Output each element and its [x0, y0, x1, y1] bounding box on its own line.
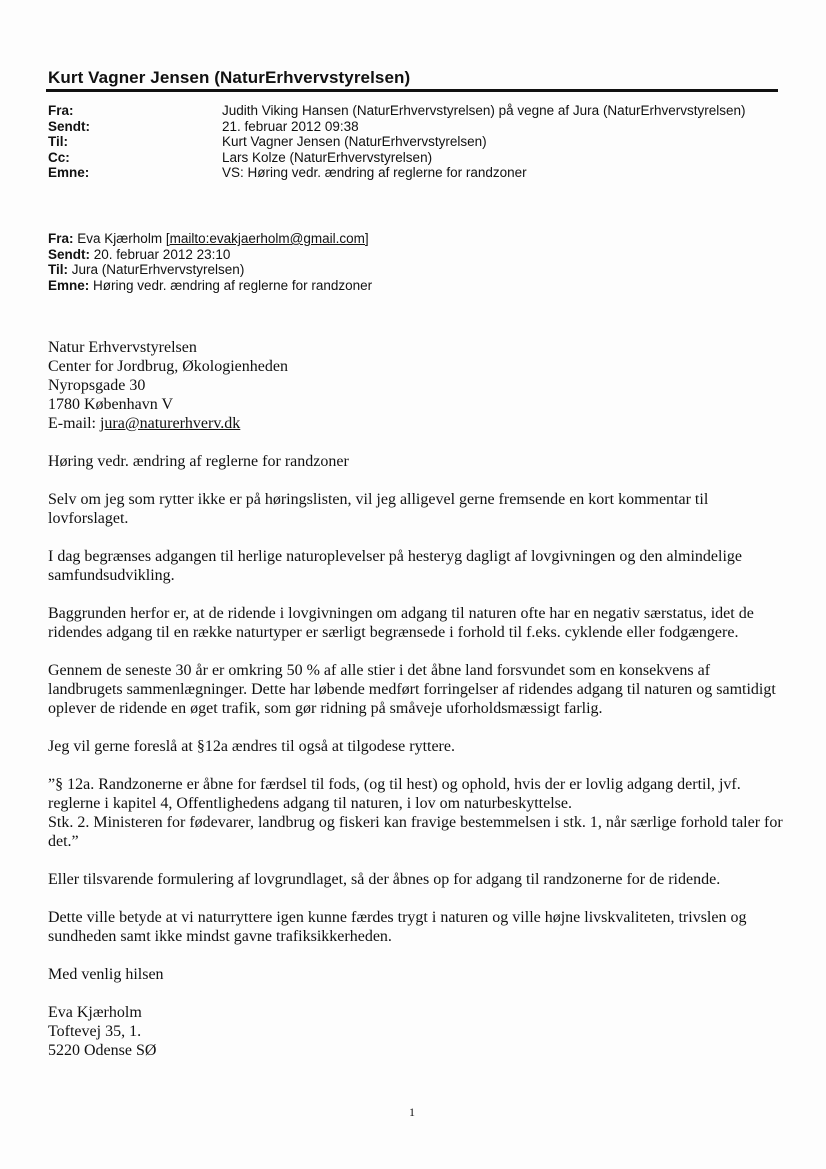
forwarded-header	[48, 231, 372, 293]
header-label: Emne:	[48, 165, 90, 180]
paragraph: Gennem de seneste 30 år er omkring 50 % af alle stier i det åbne land forsvundet som en konsekvens af landbrugets sammenlægninger. Dette har løbende medført forringelser af ridendes adgang til naturen og samtidigt oplever de ridende en øget trafik, som gør ridning på småveje uforholdsmæssigt farlig.	[48, 662, 776, 717]
signature-street: Toftevej 35, 1.	[48, 1023, 142, 1040]
address-email-line	[48, 414, 783, 433]
forwarded-sent-line	[48, 247, 372, 263]
header-label: Cc:	[48, 149, 70, 165]
forwarded-to-label: Til:	[48, 262, 68, 277]
paragraph: I dag begrænses adgangen til herlige naturoplevelser på hesteryg dagligt af lovgivningen og den almindelige samfundsudvikling.	[48, 548, 743, 584]
header-value: Judith Viking Hansen (NaturErhvervstyrelsen) på vegne af Jura (NaturErhvervstyrelsen)	[222, 103, 746, 118]
forwarded-to-line	[48, 262, 372, 278]
address-line: 1780 København V	[48, 396, 174, 413]
forwarded-subject-label: Emne:	[48, 277, 90, 293]
forwarded-sent-value: 20. februar 2012 23:10	[93, 246, 231, 262]
header-label: Sendt:	[48, 118, 90, 134]
page-number: 1	[409, 1105, 415, 1119]
signature-name: Eva Kjærholm	[48, 1004, 142, 1021]
letter-body	[48, 338, 783, 1079]
forwarded-from-name: Eva Kjærholm	[77, 231, 163, 246]
header-label: Fra:	[48, 103, 74, 118]
forwarded-sent-label: Sendt:	[48, 246, 90, 262]
forwarded-to-value: Jura (NaturErhvervstyrelsen)	[71, 262, 245, 277]
address-line: Nyropsgade 30	[48, 377, 146, 394]
forwarded-from-line	[48, 231, 372, 247]
recipient-address	[48, 338, 783, 433]
header-value: Lars Kolze (NaturErhvervstyrelsen)	[222, 149, 433, 165]
proposed-wording	[48, 775, 783, 851]
forwarded-from-mailto-link[interactable]: [mailto:evakjaerholm@gmail.com]	[165, 231, 369, 246]
address-line: Center for Jordbrug, Økologienheden	[48, 358, 288, 375]
address-line: Natur Erhvervstyrelsen	[48, 339, 197, 356]
document-title: Kurt Vagner Jensen (NaturErhvervstyrelsen)	[48, 68, 411, 87]
paragraph: Selv om jeg som rytter ikke er på høringslisten, vil jeg alligevel gerne fremsende en kort kommentar til lovforslaget.	[48, 491, 709, 527]
forwarded-subject-value: Høring vedr. ændring af reglerne for randzoner	[93, 277, 373, 293]
paragraph: Baggrunden herfor er, at de ridende i lovgivningen om adgang til naturen ofte har en negativ særstatus, idet de ridendes adgang til en række naturtyper er særligt begrænsede i forhold til f.eks. cyklende eller fodgængere.	[48, 605, 754, 641]
email-link[interactable]: jura@naturerhverv.dk	[99, 415, 241, 432]
proposed-subsection: Stk. 2. Ministeren for fødevarer, landbrug og fiskeri kan fravige bestemmelsen i stk. 1, når særlige forhold taler for det.”	[48, 814, 783, 850]
forwarded-from-label: Fra:	[48, 231, 74, 246]
signature-block	[48, 1003, 783, 1060]
signature-city: 5220 Odense SØ	[48, 1042, 157, 1059]
paragraph: Eller tilsvarende formulering af lovgrundlaget, så der åbnes op for adgang til randzonerne for de ridende.	[48, 871, 721, 888]
title-divider	[46, 89, 778, 92]
forwarded-subject-line	[48, 278, 372, 294]
paragraph: Jeg vil gerne foreslå at §12a ændres til også at tilgodese ryttere.	[48, 738, 455, 755]
header-value: Kurt Vagner Jensen (NaturErhvervstyrelsen)	[222, 134, 487, 149]
paragraph: Dette ville betyde at vi naturryttere igen kunne færdes trygt i naturen og ville højne livskvaliteten, trivslen og sundheden samt ikke mindst gavne trafiksikkerheden.	[48, 909, 747, 945]
email-label: E-mail:	[48, 415, 100, 432]
header-value: VS: Høring vedr. ændring af reglerne for randzoner	[222, 165, 527, 180]
header-value: 21. februar 2012 09:38	[222, 118, 359, 134]
letter-subject: Høring vedr. ændring af reglerne for randzoner	[48, 453, 349, 470]
proposed-paragraph: ”§ 12a. Randzonerne er åbne for færdsel til fods, (og til hest) og ophold, hvis der er lovlig adgang dertil, jvf. reglerne i kapitel 4, Offentlighedens adgang til naturen, i lov om naturbeskyttelse.	[48, 776, 741, 812]
closing: Med venlig hilsen	[48, 966, 164, 983]
header-label: Til:	[48, 134, 68, 149]
